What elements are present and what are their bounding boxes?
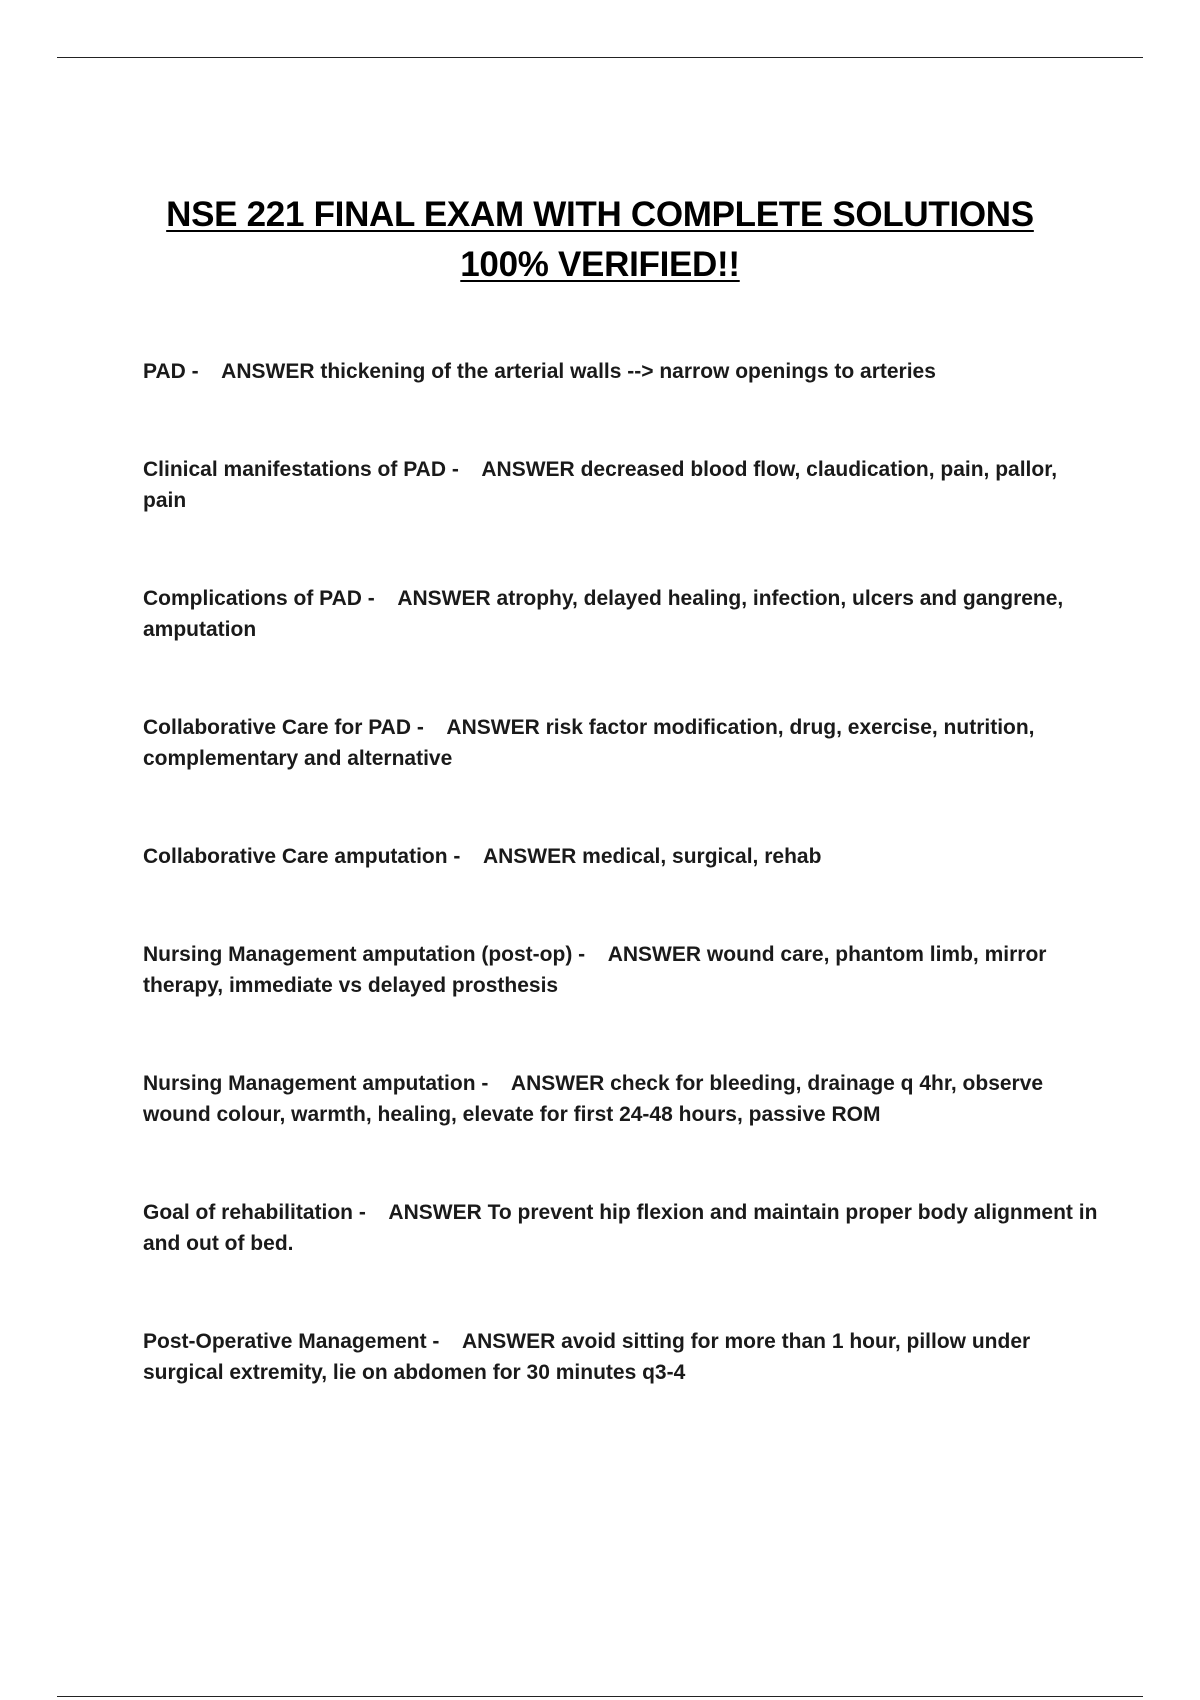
- qa-answer-label: ANSWER: [482, 845, 577, 868]
- qa-answer-label: ANSWER: [397, 587, 491, 610]
- qa-answer-label: ANSWER: [221, 360, 315, 383]
- qa-answer-label: ANSWER: [388, 1201, 482, 1224]
- qa-item: [143, 1068, 1103, 1197]
- qa-item: [143, 939, 1103, 1068]
- qa-answer-label: ANSWER: [461, 1330, 556, 1353]
- qa-item: [143, 1326, 1103, 1455]
- qa-question: Goal of rehabilitation -: [143, 1201, 366, 1224]
- title-line-1: NSE 221 FINAL EXAM WITH COMPLETE SOLUTIONS: [166, 195, 1034, 234]
- qa-question: Collaborative Care for PAD -: [143, 716, 424, 739]
- qa-item: [143, 841, 1103, 939]
- qa-answer: risk factor modification, drug, exercise, nutrition, complementary and alternative: [143, 716, 1035, 770]
- qa-answer: To prevent hip flexion and maintain proper body alignment in and out of bed.: [143, 1201, 1098, 1255]
- qa-item: [143, 356, 1103, 454]
- qa-answer: medical, surgical, rehab: [582, 845, 822, 868]
- qa-question: Collaborative Care amputation -: [143, 845, 461, 868]
- qa-answer: thickening of the arterial walls --> narrow openings to arteries: [320, 360, 936, 383]
- qa-answer: atrophy, delayed healing, infection, ulcers and gangrene, amputation: [143, 587, 1064, 641]
- title-line-2: 100% VERIFIED!!: [460, 245, 740, 284]
- qa-question: Complications of PAD -: [143, 587, 375, 610]
- footer-rule: [57, 1696, 1143, 1697]
- qa-question: PAD -: [143, 360, 199, 383]
- header-rule: [57, 57, 1143, 58]
- qa-item: [143, 1197, 1103, 1326]
- qa-answer: avoid sitting for more than 1 hour, pillow under surgical extremity, lie on abdomen for 30 minutes q3-4: [143, 1330, 1031, 1384]
- qa-answer: check for bleeding, drainage q 4hr, observe wound colour, warmth, healing, elevate for first 24-48 hours, passive ROM: [143, 1072, 1044, 1126]
- qa-question: Post-Operative Management -: [143, 1330, 440, 1353]
- qa-item: [143, 712, 1103, 841]
- page-title: [80, 190, 1120, 290]
- qa-answer: decreased blood flow, claudication, pain, pallor, pain: [143, 458, 1058, 512]
- qa-question: Nursing Management amputation -: [143, 1072, 489, 1095]
- qa-item: [143, 583, 1103, 712]
- qa-item: [143, 454, 1103, 583]
- qa-question: Nursing Management amputation (post-op) -: [143, 943, 586, 966]
- qa-answer-label: ANSWER: [510, 1072, 605, 1095]
- qa-answer-label: ANSWER: [446, 716, 540, 739]
- qa-answer-label: ANSWER: [481, 458, 575, 481]
- qa-answer-label: ANSWER: [607, 943, 702, 966]
- qa-list: [143, 356, 1103, 1455]
- qa-question: Clinical manifestations of PAD -: [143, 458, 459, 481]
- qa-answer: wound care, phantom limb, mirror therapy, immediate vs delayed prosthesis: [143, 943, 1047, 997]
